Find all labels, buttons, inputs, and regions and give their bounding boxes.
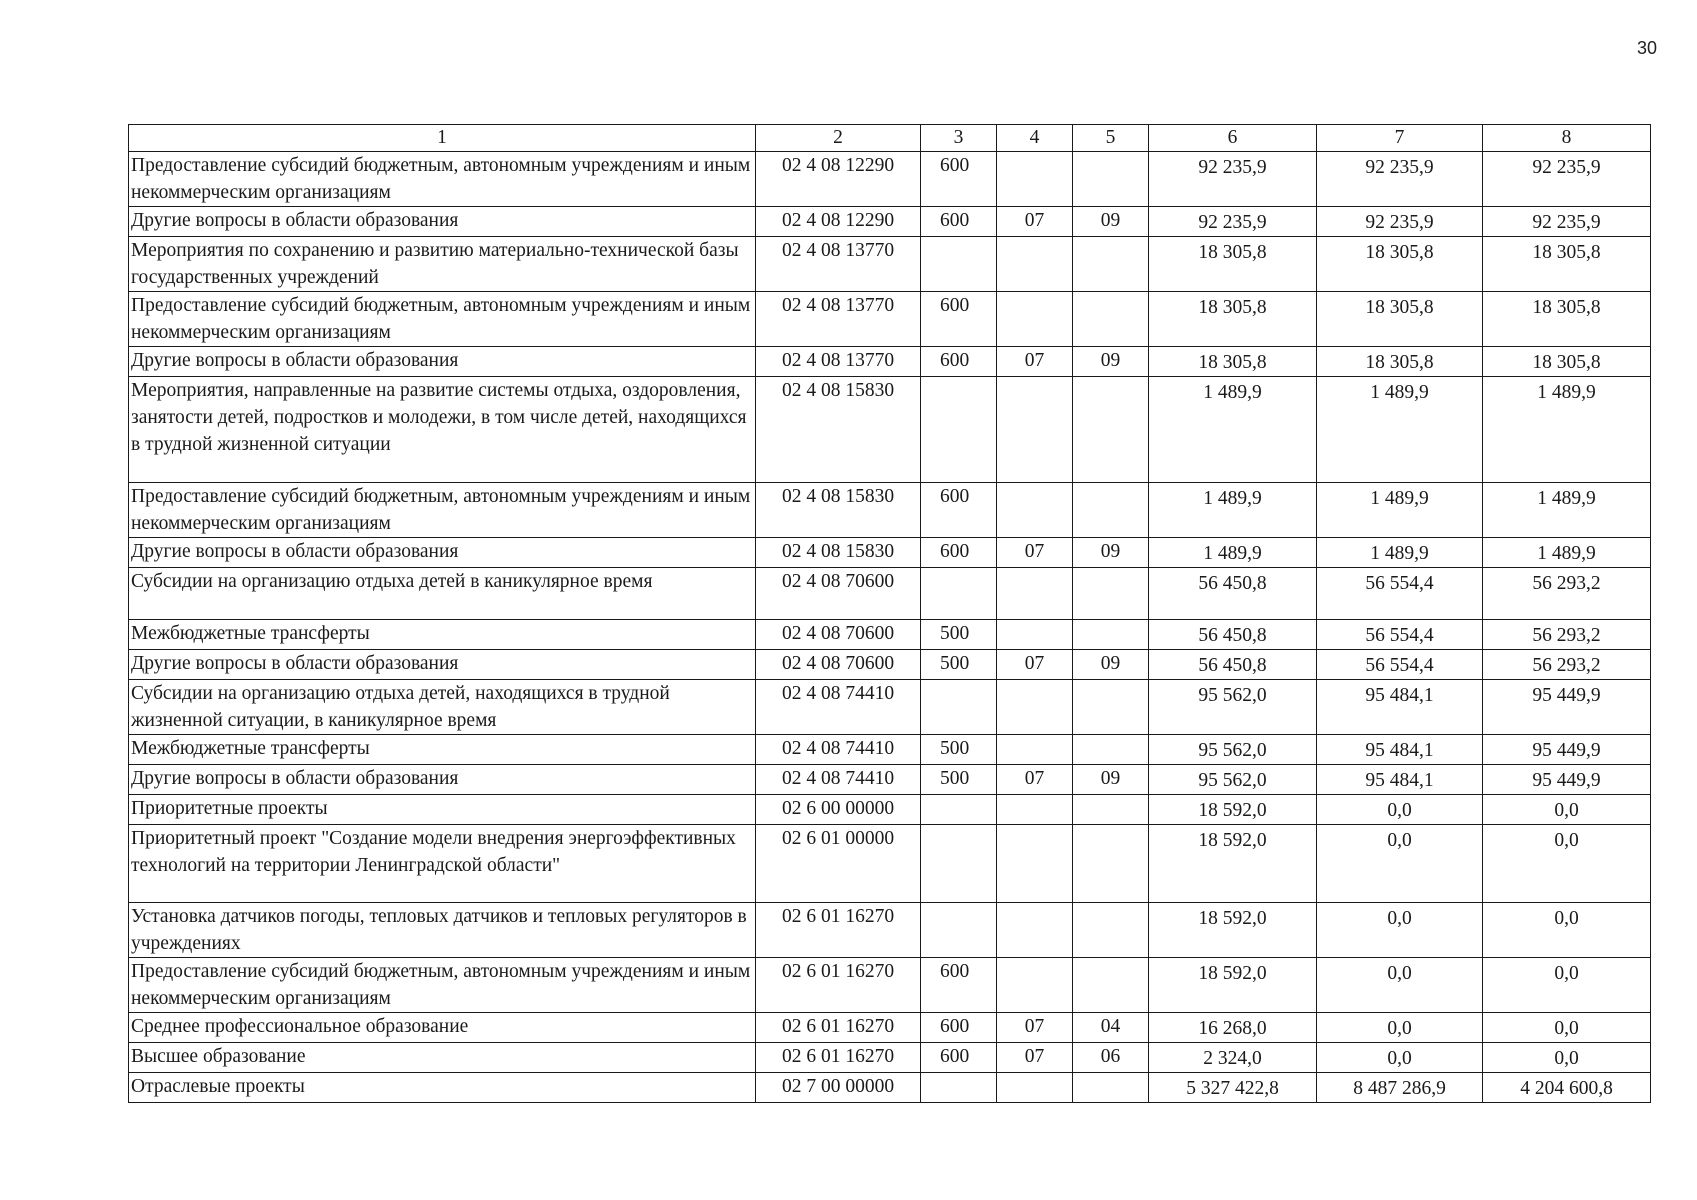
cell-code: 02 6 01 16270 — [756, 1043, 921, 1073]
cell-expense-type: 500 — [921, 735, 997, 765]
cell-amount-6: 92 235,9 — [1149, 207, 1317, 237]
cell-subsection — [1073, 680, 1149, 735]
cell-subsection: 09 — [1073, 650, 1149, 680]
cell-subsection: 09 — [1073, 347, 1149, 377]
cell-expense-type — [921, 568, 997, 620]
cell-section — [997, 152, 1073, 207]
cell-amount-7: 56 554,4 — [1317, 650, 1483, 680]
cell-amount-8: 95 449,9 — [1483, 735, 1651, 765]
cell-name: Мероприятия по сохранению и развитию материально-технической базы государственных учреждений — [129, 237, 756, 292]
cell-code: 02 4 08 70600 — [756, 568, 921, 620]
cell-amount-7: 92 235,9 — [1317, 152, 1483, 207]
cell-code: 02 4 08 12290 — [756, 152, 921, 207]
cell-subsection — [1073, 237, 1149, 292]
cell-name: Среднее профессиональное образование — [129, 1013, 756, 1043]
cell-amount-7: 95 484,1 — [1317, 680, 1483, 735]
cell-amount-6: 18 592,0 — [1149, 958, 1317, 1013]
table-row — [129, 237, 1651, 292]
cell-amount-6: 16 268,0 — [1149, 1013, 1317, 1043]
cell-section — [997, 680, 1073, 735]
cell-code: 02 4 08 70600 — [756, 650, 921, 680]
cell-amount-6: 95 562,0 — [1149, 735, 1317, 765]
cell-expense-type: 600 — [921, 483, 997, 538]
cell-subsection: 09 — [1073, 538, 1149, 568]
cell-subsection — [1073, 958, 1149, 1013]
cell-subsection: 06 — [1073, 1043, 1149, 1073]
cell-expense-type: 600 — [921, 958, 997, 1013]
header-col-6: 6 — [1149, 125, 1317, 152]
table-row — [129, 347, 1651, 377]
cell-expense-type — [921, 825, 997, 903]
table-body — [129, 152, 1651, 1103]
cell-expense-type: 600 — [921, 207, 997, 237]
cell-section: 07 — [997, 347, 1073, 377]
cell-code: 02 6 01 16270 — [756, 903, 921, 958]
table-row — [129, 735, 1651, 765]
cell-expense-type — [921, 903, 997, 958]
cell-name: Предоставление субсидий бюджетным, автономным учреждениям и иным некоммерческим организациям — [129, 292, 756, 347]
cell-name: Другие вопросы в области образования — [129, 765, 756, 795]
cell-amount-8: 56 293,2 — [1483, 568, 1651, 620]
cell-subsection: 09 — [1073, 765, 1149, 795]
cell-section: 07 — [997, 1043, 1073, 1073]
cell-amount-7: 1 489,9 — [1317, 377, 1483, 483]
cell-amount-7: 95 484,1 — [1317, 765, 1483, 795]
table-row — [129, 903, 1651, 958]
page-number: 30 — [1636, 38, 1657, 58]
cell-section: 07 — [997, 650, 1073, 680]
table-row — [129, 152, 1651, 207]
cell-amount-7: 8 487 286,9 — [1317, 1073, 1483, 1103]
cell-subsection — [1073, 292, 1149, 347]
cell-section — [997, 237, 1073, 292]
cell-amount-7: 0,0 — [1317, 1013, 1483, 1043]
header-col-3: 3 — [921, 125, 997, 152]
cell-section — [997, 795, 1073, 825]
cell-code: 02 7 00 00000 — [756, 1073, 921, 1103]
cell-subsection — [1073, 735, 1149, 765]
header-col-8: 8 — [1483, 125, 1651, 152]
cell-amount-8: 4 204 600,8 — [1483, 1073, 1651, 1103]
cell-amount-8: 56 293,2 — [1483, 620, 1651, 650]
cell-code: 02 4 08 13770 — [756, 347, 921, 377]
cell-amount-6: 18 592,0 — [1149, 903, 1317, 958]
cell-name: Предоставление субсидий бюджетным, автономным учреждениям и иным некоммерческим организациям — [129, 152, 756, 207]
cell-amount-6: 95 562,0 — [1149, 765, 1317, 795]
cell-amount-6: 1 489,9 — [1149, 538, 1317, 568]
cell-amount-6: 18 305,8 — [1149, 237, 1317, 292]
cell-expense-type — [921, 237, 997, 292]
cell-code: 02 6 01 16270 — [756, 958, 921, 1013]
cell-name: Высшее образование — [129, 1043, 756, 1073]
cell-expense-type — [921, 795, 997, 825]
cell-amount-8: 0,0 — [1483, 1013, 1651, 1043]
cell-expense-type — [921, 377, 997, 483]
table-row — [129, 958, 1651, 1013]
cell-expense-type — [921, 680, 997, 735]
cell-subsection: 04 — [1073, 1013, 1149, 1043]
cell-code: 02 4 08 12290 — [756, 207, 921, 237]
cell-expense-type: 600 — [921, 152, 997, 207]
table-row — [129, 538, 1651, 568]
cell-amount-6: 18 592,0 — [1149, 795, 1317, 825]
cell-subsection — [1073, 483, 1149, 538]
cell-section — [997, 568, 1073, 620]
cell-section — [997, 825, 1073, 903]
cell-amount-6: 92 235,9 — [1149, 152, 1317, 207]
cell-amount-6: 1 489,9 — [1149, 483, 1317, 538]
header-col-5: 5 — [1073, 125, 1149, 152]
cell-section — [997, 620, 1073, 650]
cell-amount-7: 95 484,1 — [1317, 735, 1483, 765]
cell-code: 02 4 08 70600 — [756, 620, 921, 650]
cell-section — [997, 903, 1073, 958]
cell-name: Субсидии на организацию отдыха детей, находящихся в трудной жизненной ситуации, в каникулярное время — [129, 680, 756, 735]
cell-expense-type: 500 — [921, 765, 997, 795]
cell-amount-8: 95 449,9 — [1483, 680, 1651, 735]
cell-amount-6: 2 324,0 — [1149, 1043, 1317, 1073]
cell-amount-7: 0,0 — [1317, 795, 1483, 825]
cell-subsection — [1073, 377, 1149, 483]
cell-expense-type: 600 — [921, 292, 997, 347]
table-row — [129, 825, 1651, 903]
table-row — [129, 292, 1651, 347]
cell-amount-6: 56 450,8 — [1149, 620, 1317, 650]
cell-name: Межбюджетные трансферты — [129, 735, 756, 765]
cell-name: Мероприятия, направленные на развитие системы отдыха, оздоровления, занятости детей, подростков и молодежи, в том числе детей, находящихся в трудной жизненной ситуации — [129, 377, 756, 483]
cell-amount-7: 56 554,4 — [1317, 620, 1483, 650]
cell-amount-6: 1 489,9 — [1149, 377, 1317, 483]
header-row — [129, 125, 1651, 152]
cell-amount-6: 18 305,8 — [1149, 347, 1317, 377]
cell-amount-8: 92 235,9 — [1483, 152, 1651, 207]
cell-code: 02 4 08 13770 — [756, 292, 921, 347]
cell-section — [997, 1073, 1073, 1103]
table-row — [129, 377, 1651, 483]
cell-amount-7: 18 305,8 — [1317, 347, 1483, 377]
cell-amount-8: 95 449,9 — [1483, 765, 1651, 795]
cell-amount-8: 0,0 — [1483, 825, 1651, 903]
cell-subsection — [1073, 620, 1149, 650]
cell-amount-6: 95 562,0 — [1149, 680, 1317, 735]
cell-amount-8: 0,0 — [1483, 903, 1651, 958]
cell-subsection — [1073, 795, 1149, 825]
cell-amount-7: 18 305,8 — [1317, 237, 1483, 292]
cell-amount-7: 92 235,9 — [1317, 207, 1483, 237]
cell-amount-8: 1 489,9 — [1483, 377, 1651, 483]
cell-code: 02 4 08 15830 — [756, 483, 921, 538]
cell-amount-8: 1 489,9 — [1483, 538, 1651, 568]
cell-name: Межбюджетные трансферты — [129, 620, 756, 650]
cell-name: Приоритетный проект "Создание модели внедрения энергоэффективных технологий на территории Ленинградской области" — [129, 825, 756, 903]
cell-name: Отраслевые проекты — [129, 1073, 756, 1103]
cell-section — [997, 958, 1073, 1013]
cell-expense-type: 500 — [921, 620, 997, 650]
cell-section — [997, 735, 1073, 765]
cell-amount-8: 1 489,9 — [1483, 483, 1651, 538]
cell-amount-8: 56 293,2 — [1483, 650, 1651, 680]
cell-name: Другие вопросы в области образования — [129, 650, 756, 680]
cell-code: 02 6 01 16270 — [756, 1013, 921, 1043]
cell-section: 07 — [997, 1013, 1073, 1043]
cell-amount-7: 1 489,9 — [1317, 483, 1483, 538]
cell-amount-7: 0,0 — [1317, 825, 1483, 903]
table-row — [129, 1043, 1651, 1073]
cell-expense-type: 600 — [921, 538, 997, 568]
cell-code: 02 6 01 00000 — [756, 825, 921, 903]
cell-amount-7: 0,0 — [1317, 903, 1483, 958]
table-row — [129, 620, 1651, 650]
cell-amount-6: 18 592,0 — [1149, 825, 1317, 903]
header-col-2: 2 — [756, 125, 921, 152]
cell-subsection: 09 — [1073, 207, 1149, 237]
table-row — [129, 483, 1651, 538]
cell-amount-8: 0,0 — [1483, 958, 1651, 1013]
cell-amount-8: 18 305,8 — [1483, 292, 1651, 347]
cell-section — [997, 377, 1073, 483]
cell-amount-6: 5 327 422,8 — [1149, 1073, 1317, 1103]
cell-name: Другие вопросы в области образования — [129, 538, 756, 568]
cell-amount-8: 18 305,8 — [1483, 237, 1651, 292]
cell-amount-6: 18 305,8 — [1149, 292, 1317, 347]
cell-name: Субсидии на организацию отдыха детей в каникулярное время — [129, 568, 756, 620]
cell-code: 02 6 00 00000 — [756, 795, 921, 825]
header-col-4: 4 — [997, 125, 1073, 152]
cell-name: Приоритетные проекты — [129, 795, 756, 825]
table-row — [129, 650, 1651, 680]
cell-name: Предоставление субсидий бюджетным, автономным учреждениям и иным некоммерческим организациям — [129, 958, 756, 1013]
cell-subsection — [1073, 1073, 1149, 1103]
cell-amount-6: 56 450,8 — [1149, 568, 1317, 620]
cell-amount-7: 0,0 — [1317, 1043, 1483, 1073]
table-row — [129, 1073, 1651, 1103]
cell-section — [997, 483, 1073, 538]
cell-code: 02 4 08 74410 — [756, 735, 921, 765]
cell-code: 02 4 08 74410 — [756, 680, 921, 735]
cell-amount-8: 0,0 — [1483, 1043, 1651, 1073]
header-col-7: 7 — [1317, 125, 1483, 152]
cell-code: 02 4 08 15830 — [756, 377, 921, 483]
budget-table — [128, 124, 1651, 1103]
cell-amount-8: 92 235,9 — [1483, 207, 1651, 237]
cell-subsection — [1073, 903, 1149, 958]
table-row — [129, 680, 1651, 735]
cell-amount-7: 18 305,8 — [1317, 292, 1483, 347]
cell-section: 07 — [997, 765, 1073, 795]
cell-code: 02 4 08 15830 — [756, 538, 921, 568]
cell-amount-7: 56 554,4 — [1317, 568, 1483, 620]
cell-subsection — [1073, 568, 1149, 620]
cell-subsection — [1073, 152, 1149, 207]
cell-section — [997, 292, 1073, 347]
table-row — [129, 765, 1651, 795]
cell-amount-6: 56 450,8 — [1149, 650, 1317, 680]
cell-name: Другие вопросы в области образования — [129, 347, 756, 377]
cell-expense-type: 500 — [921, 650, 997, 680]
cell-section: 07 — [997, 538, 1073, 568]
cell-name: Установка датчиков погоды, тепловых датчиков и тепловых регуляторов в учреждениях — [129, 903, 756, 958]
cell-expense-type: 600 — [921, 1043, 997, 1073]
table-row — [129, 795, 1651, 825]
cell-amount-7: 0,0 — [1317, 958, 1483, 1013]
cell-expense-type: 600 — [921, 1013, 997, 1043]
cell-name: Другие вопросы в области образования — [129, 207, 756, 237]
cell-code: 02 4 08 74410 — [756, 765, 921, 795]
cell-expense-type — [921, 1073, 997, 1103]
table-row — [129, 1013, 1651, 1043]
cell-amount-8: 0,0 — [1483, 795, 1651, 825]
cell-code: 02 4 08 13770 — [756, 237, 921, 292]
cell-expense-type: 600 — [921, 347, 997, 377]
cell-name: Предоставление субсидий бюджетным, автономным учреждениям и иным некоммерческим организациям — [129, 483, 756, 538]
cell-section: 07 — [997, 207, 1073, 237]
cell-amount-8: 18 305,8 — [1483, 347, 1651, 377]
header-col-1: 1 — [129, 125, 756, 152]
table-row — [129, 207, 1651, 237]
cell-subsection — [1073, 825, 1149, 903]
cell-amount-7: 1 489,9 — [1317, 538, 1483, 568]
table-row — [129, 568, 1651, 620]
